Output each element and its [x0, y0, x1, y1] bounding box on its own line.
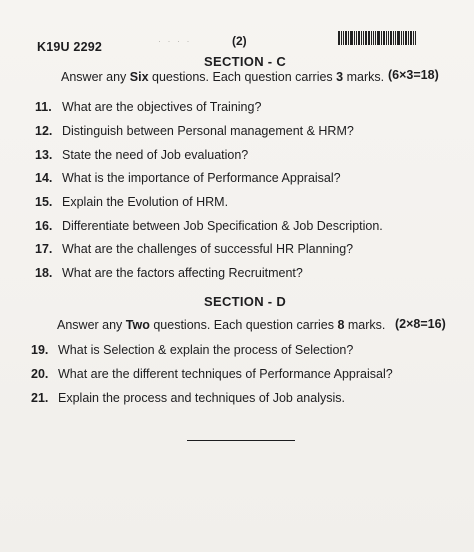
- section-d-instruction: Answer any Two questions. Each question carries 8 marks.: [57, 318, 386, 332]
- faint-stamp: · · · ·: [158, 36, 192, 46]
- question-12: 12. Distinguish between Personal management & HRM?: [35, 124, 354, 138]
- question-18: 18. What are the factors affecting Recruitment?: [35, 266, 303, 280]
- end-rule: [187, 440, 295, 441]
- question-17: 17. What are the challenges of successful HR Planning?: [35, 242, 354, 256]
- section-c-instruction: Answer any Six questions. Each question carries 3 marks.: [61, 70, 385, 84]
- question-16: 16. Differentiate between Job Specification & Job Description.: [35, 219, 383, 233]
- question-14: 14. What is the importance of Performance Appraisal?: [35, 171, 341, 185]
- page-number: (2): [232, 34, 247, 48]
- section-d-marks: (2×8=16): [395, 317, 446, 331]
- question-19: 19. What is Selection & explain the process of Selection?: [31, 343, 354, 357]
- section-c-marks: (6×3=18): [388, 68, 439, 82]
- paper-code: K19U 2292: [37, 40, 103, 54]
- question-20: 20. What are the different techniques of Performance Appraisal?: [31, 367, 393, 381]
- question-11: 11. What are the objectives of Training?: [35, 100, 262, 114]
- barcode: [338, 31, 438, 45]
- section-d-title: SECTION - D: [204, 294, 287, 309]
- section-c-title: SECTION - C: [204, 54, 287, 69]
- question-15: 15. Explain the Evolution of HRM.: [35, 195, 229, 209]
- question-13: 13. State the need of Job evaluation?: [35, 148, 249, 162]
- question-21: 21. Explain the process and techniques of Job analysis.: [31, 391, 345, 405]
